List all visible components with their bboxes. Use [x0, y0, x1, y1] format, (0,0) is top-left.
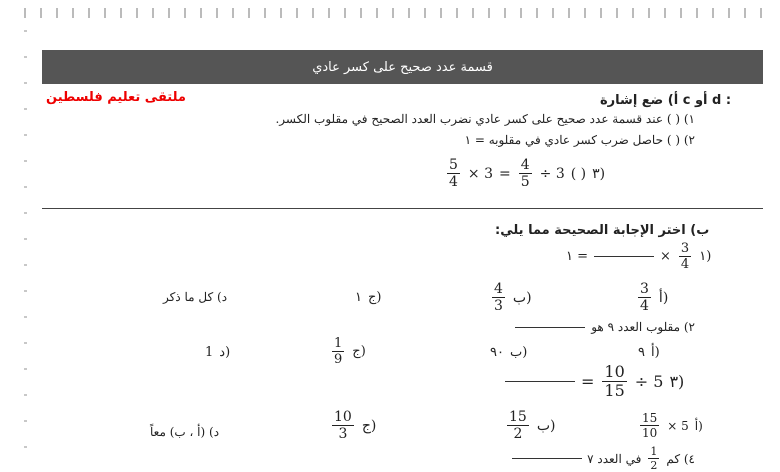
fraction: $\frac{4}{5}$	[520, 157, 530, 190]
item-text: حاصل ضرب كسر عادي في مقلوبه = ١	[464, 133, 664, 147]
brand-watermark: ملتقى تعليم فلسطين	[46, 90, 186, 105]
math-op: =	[581, 372, 595, 391]
option-label: ج)	[361, 417, 377, 434]
question-4	[512, 446, 695, 471]
item-number: ٣)	[592, 165, 606, 182]
answer-blank[interactable]	[505, 381, 575, 382]
math-op: ÷ 5	[634, 372, 664, 391]
item-number: ١)	[683, 112, 695, 126]
item-text: عند قسمة عدد صحيح على كسر عادي نضرب العدد الصحيح في مقلوب الكسر.	[275, 112, 664, 126]
option-label: د)	[219, 345, 231, 360]
option-label: ج)	[352, 344, 366, 359]
answer-blank[interactable]	[512, 458, 582, 459]
fraction: $\frac{3}{4}$	[640, 281, 649, 314]
question-text: ٢) مقلوب العدد ٩ هو	[591, 320, 695, 334]
section-a-item-3	[445, 158, 605, 189]
option-value: 1	[205, 345, 214, 360]
option-value: ١	[355, 290, 362, 305]
math-op: ١ =	[566, 249, 589, 264]
math-op: × 5	[667, 418, 689, 433]
item-number: ٢)	[683, 133, 695, 147]
decorative-dotted-border-left	[24, 30, 27, 470]
section-a-heading: أ) ضع إشارة c أو d :	[600, 93, 732, 108]
section-b-heading: ب) اختر الإجابة الصحيحة مما يلي:	[495, 223, 710, 238]
math-op: =	[499, 165, 511, 182]
fraction: $\frac{3}{4}$	[680, 241, 690, 272]
worksheet-title: قسمة عدد صحيح على كسر عادي	[312, 59, 493, 75]
q3-option-a[interactable]	[638, 412, 703, 439]
answer-paren[interactable]: ( )	[666, 112, 681, 126]
q2-option-d[interactable]	[205, 345, 230, 360]
decorative-dotted-border-top	[24, 8, 769, 18]
section-a-item-1	[275, 112, 695, 126]
option-label: د)	[217, 290, 228, 304]
math-op: ×	[660, 249, 671, 264]
question-1	[566, 242, 711, 271]
question-text: ٤) كم	[666, 451, 695, 466]
fraction: $\frac{10}{3}$	[334, 409, 352, 442]
math-op: × 3	[467, 165, 494, 182]
q3-option-d[interactable]	[150, 425, 219, 439]
question-text: في العدد ٧	[587, 451, 642, 466]
option-value: (أ ، ب) معاً	[150, 425, 206, 439]
section-a-item-2	[465, 133, 695, 147]
q3-option-b[interactable]	[505, 410, 555, 441]
answer-blank[interactable]	[594, 256, 654, 257]
q3-option-c[interactable]	[330, 410, 376, 441]
fraction: $\frac{1}{9}$	[334, 336, 343, 367]
fraction: $\frac{1}{2}$	[650, 445, 658, 472]
option-value: كل ما ذكر	[163, 290, 214, 304]
q2-option-a[interactable]	[638, 345, 660, 360]
option-label: ب)	[512, 289, 532, 306]
q1-option-b[interactable]	[490, 282, 532, 313]
fraction: $\frac{15}{2}$	[509, 409, 527, 442]
option-label: ب)	[509, 345, 528, 360]
fraction: $\frac{15}{10}$	[642, 411, 658, 440]
answer-paren[interactable]: ( )	[666, 133, 681, 147]
option-value: ٩٠	[490, 345, 504, 360]
question-2	[515, 320, 695, 334]
section-divider	[42, 208, 763, 209]
fraction: $\frac{5}{4}$	[449, 157, 458, 190]
option-label: د)	[209, 425, 220, 439]
option-label: ب)	[536, 417, 556, 434]
item-number: ٣)	[669, 372, 685, 391]
option-label: ج)	[367, 290, 382, 305]
option-label: أ)	[658, 289, 669, 306]
fraction: $\frac{10}{15}$	[604, 362, 625, 400]
option-label: أ)	[694, 418, 703, 433]
answer-paren[interactable]: ( )	[570, 165, 587, 182]
option-label: أ)	[650, 345, 660, 360]
q2-option-b[interactable]	[490, 345, 527, 360]
q1-option-c[interactable]	[355, 290, 381, 305]
q1-option-d[interactable]	[163, 290, 227, 304]
item-number: ١)	[699, 249, 712, 264]
fraction: $\frac{4}{3}$	[494, 281, 503, 314]
question-3	[505, 364, 684, 399]
q2-option-c[interactable]	[330, 337, 366, 366]
option-value: ٩	[638, 345, 645, 360]
worksheet-title-bar	[42, 50, 763, 84]
q1-option-a[interactable]	[636, 282, 668, 313]
answer-blank[interactable]	[515, 327, 585, 328]
math-op: ÷ 3	[539, 165, 565, 182]
